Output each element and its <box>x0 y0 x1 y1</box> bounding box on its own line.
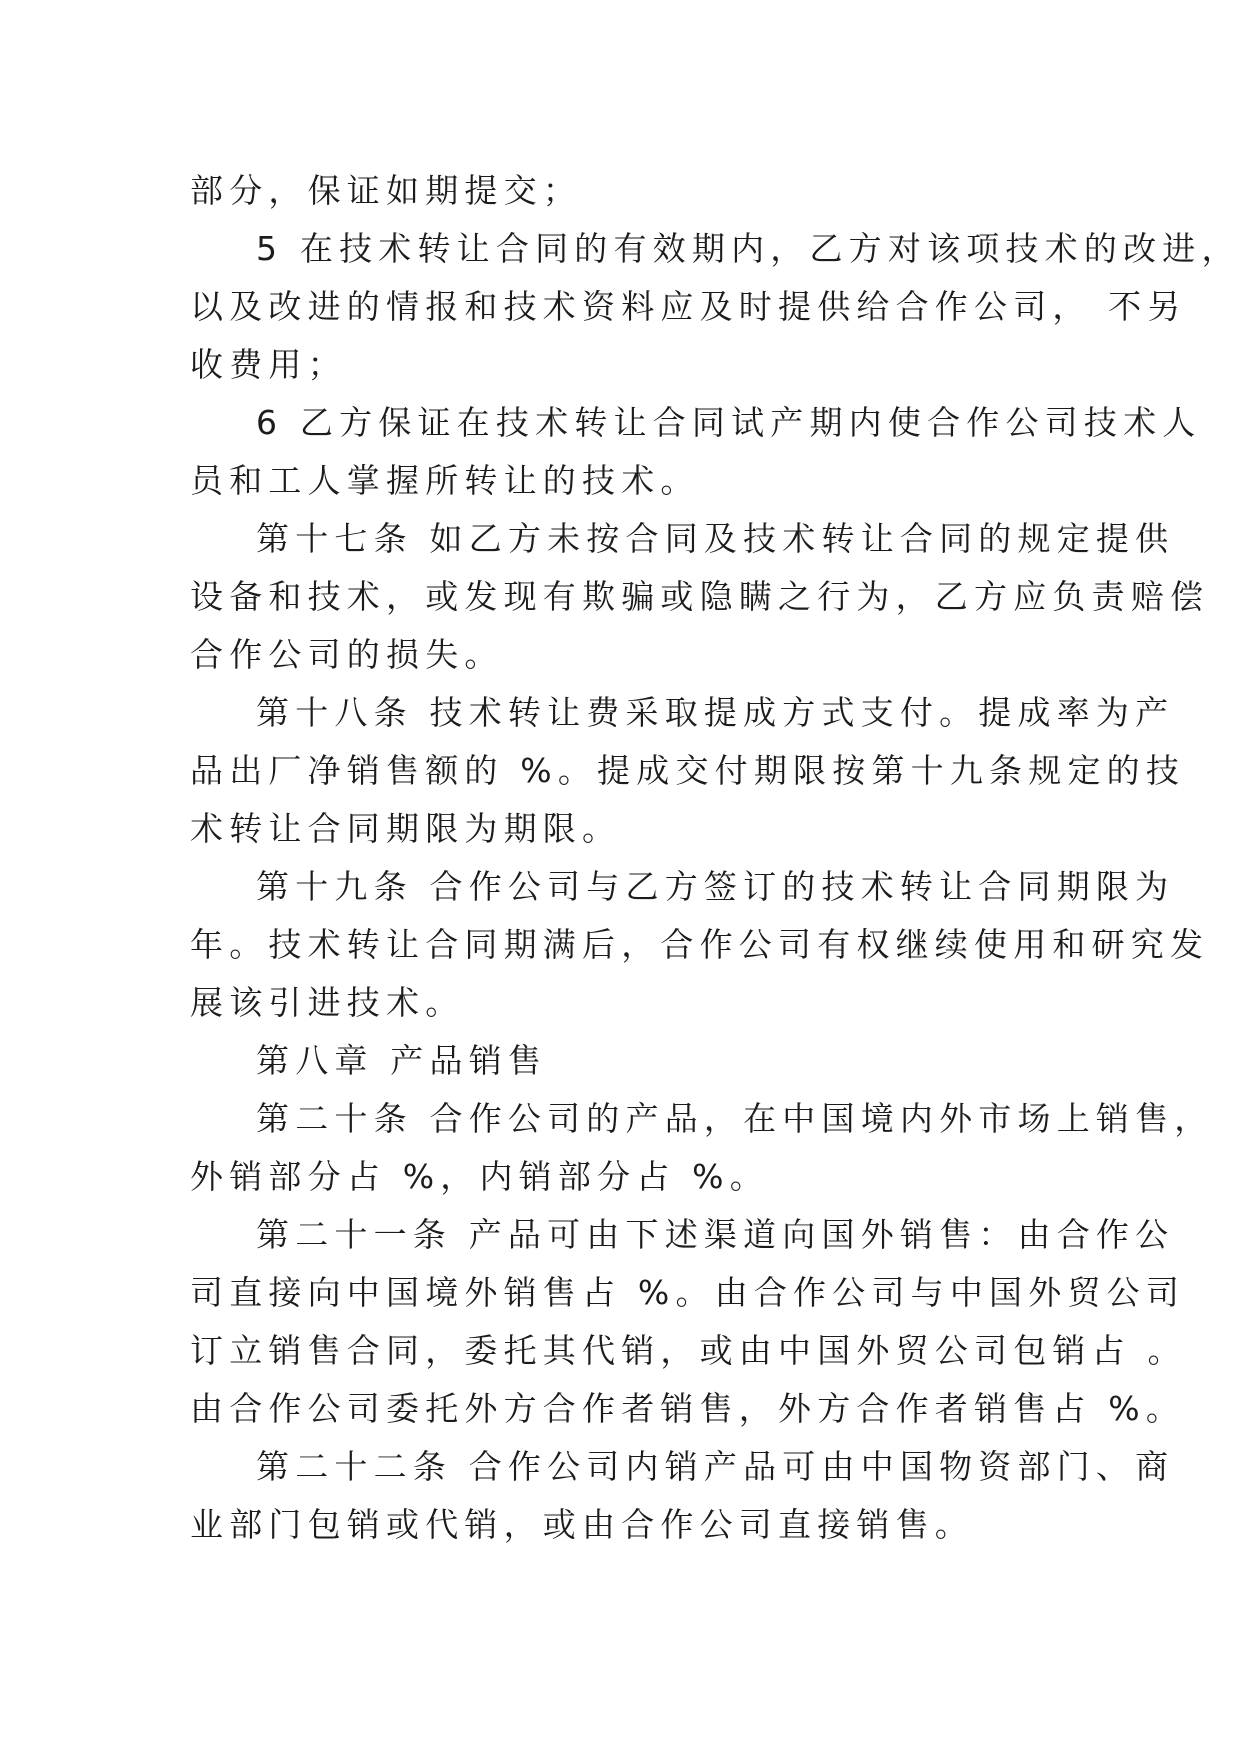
text-line: 外销部分占 %，内销部分占 %。 <box>190 1157 769 1196</box>
text-line: 设备和技术，或发现有欺骗或隐瞒之行为，乙方应负责赔偿 <box>190 577 1210 616</box>
text-line: 以及改进的情报和技术资料应及时提供给合作公司， 不另 <box>190 287 1187 326</box>
article-21-start: 第二十一条 产品可由下述渠道向国外销售：由合作公 <box>256 1215 1175 1254</box>
text-line: 展该引进技术。 <box>190 983 465 1022</box>
text-line: 收费用； <box>190 345 347 384</box>
text-line: 部分，保证如期提交； <box>190 171 582 210</box>
article-18-start: 第十八条 技术转让费采取提成方式支付。提成率为产 <box>256 693 1175 732</box>
text-line: 品出厂净销售额的 %。提成交付期限按第十九条规定的技 <box>190 751 1186 790</box>
text-line: 6 乙方保证在技术转让合同试产期内使合作公司技术人 <box>256 403 1202 442</box>
text-line: 年。技术转让合同期满后，合作公司有权继续使用和研究发 <box>190 925 1210 964</box>
text-line: 订立销售合同，委托其代销，或由中国外贸公司包销占 。 <box>190 1331 1187 1370</box>
document-body <box>190 162 1241 1554</box>
chapter-8-heading: 第八章 产品销售 <box>256 1041 548 1080</box>
article-17-start: 第十七条 如乙方未按合同及技术转让合同的规定提供 <box>256 519 1175 558</box>
text-line: 由合作公司委托外方合作者销售，外方合作者销售占 %。 <box>190 1389 1186 1428</box>
text-line: 司直接向中国境外销售占 %。由合作公司与中国外贸公司 <box>190 1273 1186 1312</box>
text-line: 术转让合同期限为期限。 <box>190 809 622 848</box>
article-22-start: 第二十二条 合作公司内销产品可由中国物资部门、商 <box>256 1447 1175 1486</box>
text-line: 5 在技术转让合同的有效期内，乙方对该项技术的改进， <box>256 229 1241 268</box>
article-19-start: 第十九条 合作公司与乙方签订的技术转让合同期限为 <box>256 867 1175 906</box>
text-line: 员和工人掌握所转让的技术。 <box>190 461 700 500</box>
text-line: 业部门包销或代销，或由合作公司直接销售。 <box>190 1505 974 1544</box>
text-line: 合作公司的损失。 <box>190 635 504 674</box>
article-20-start: 第二十条 合作公司的产品，在中国境内外市场上销售， <box>256 1099 1214 1138</box>
